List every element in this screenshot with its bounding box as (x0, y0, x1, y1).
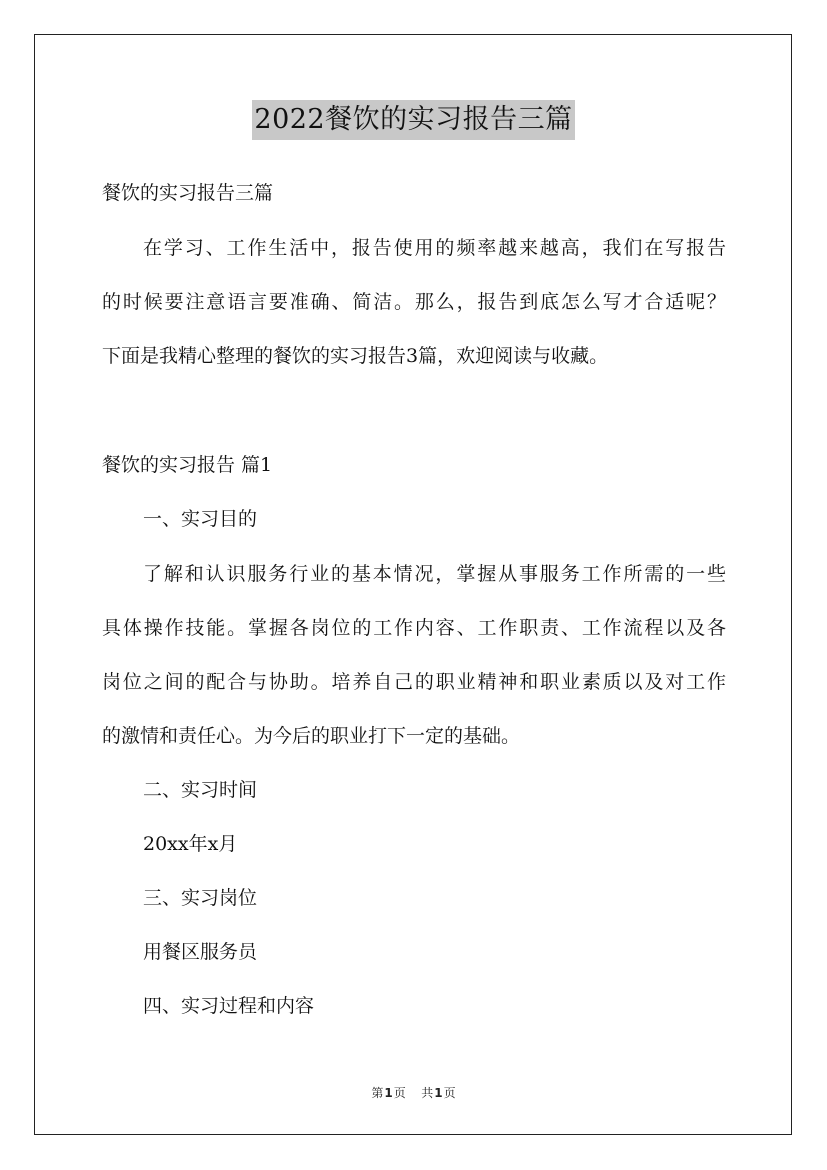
purpose-line-2: 具体操作技能。掌握各岗位的工作内容、工作职责、工作流程以及各 (102, 617, 726, 639)
post-value: 用餐区服务员 (143, 941, 258, 963)
intro-line-1: 在学习、工作生活中，报告使用的频率越来越高，我们在写报告 (143, 237, 726, 259)
intro-line-3: 下面是我精心整理的餐饮的实习报告3篇，欢迎阅读与收藏。 (102, 345, 609, 367)
page-footer (0, 1084, 827, 1101)
heading-process: 四、实习过程和内容 (143, 995, 315, 1017)
doc-title: 2022餐饮的实习报告三篇 (252, 100, 574, 140)
purpose-line-1: 了解和认识服务行业的基本情况，掌握从事服务工作所需的一些 (143, 563, 726, 585)
heading-purpose: 一、实习目的 (143, 508, 258, 530)
heading-time: 二、实习时间 (143, 779, 258, 801)
footer-total: 共1页 (421, 1086, 456, 1100)
heading-post: 三、实习岗位 (143, 887, 258, 909)
title-wrap (0, 100, 827, 140)
doc-subtitle: 餐饮的实习报告三篇 (102, 182, 274, 204)
footer-page: 第1页 (371, 1086, 406, 1100)
time-value: 20xx年x月 (143, 833, 238, 855)
purpose-line-3: 岗位之间的配合与协助。培养自己的职业精神和职业素质以及对工作 (102, 671, 726, 693)
intro-line-2: 的时候要注意语言要准确、简洁。那么，报告到底怎么写才合适呢？ (102, 291, 726, 313)
purpose-line-4: 的激情和责任心。为今后的职业打下一定的基础。 (102, 725, 521, 747)
section-title: 餐饮的实习报告 篇1 (102, 454, 273, 476)
